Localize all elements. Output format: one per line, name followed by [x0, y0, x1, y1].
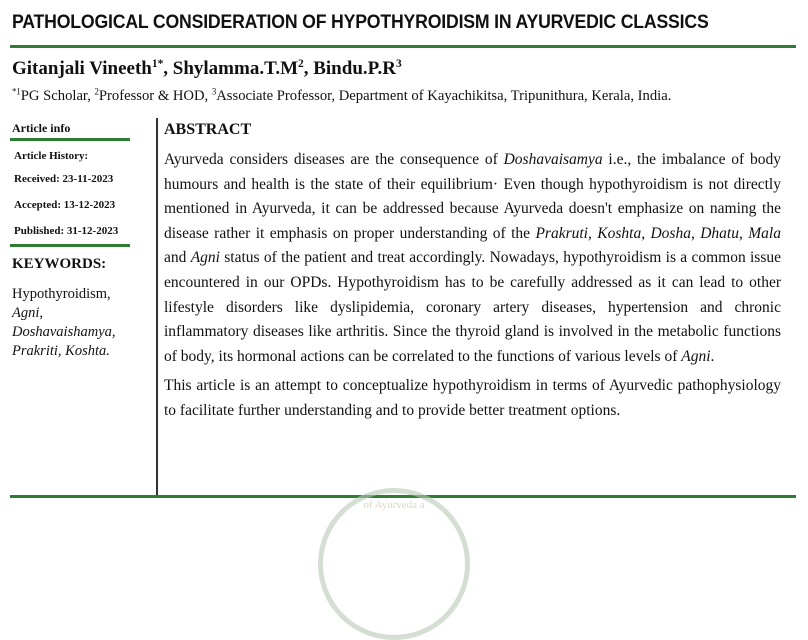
author-mark: 1* [151, 58, 164, 71]
author-name: Gitanjali Vineeth [12, 58, 152, 79]
article-info-label: Article info [12, 121, 71, 135]
paper-title: PATHOLOGICAL CONSIDERATION OF HYPOTHYROIDISM IN AYURVEDIC CLASSICS [12, 12, 709, 33]
keyword-item: Doshavaishamya, [12, 324, 116, 340]
history-divider [10, 244, 130, 247]
abstract-paragraph: This article is an attempt to conceptualize hypothyroidism in terms of Ayurvedic pathophysiology to facilitate further understanding and to provide better treatment options. [164, 377, 781, 419]
column-divider [156, 118, 158, 496]
affiliation-text: Professor & HOD, [98, 88, 212, 104]
keyword-item: Agni, [12, 305, 44, 321]
title-divider [10, 45, 796, 48]
author-name: Shylamma.T.M [172, 58, 299, 79]
affiliation-text: Associate Professor, Department of Kayachikitsa, Tripunithura, Kerala, India. [216, 88, 672, 104]
affiliation-mark: 3 [211, 86, 217, 97]
abstract-paragraph: Ayurveda considers diseases are the consequence of Doshavaisamya i.e., the imbalance of body humours and health is the state of their equilibrium· Even though hypothyroidism is not directly mentioned in Ayurveda, it can be addressed because Ayurveda doesn't emphasize on naming the disease rather it emphasis on proper understanding of the Prakruti, Koshta, Dosha, Dhatu, Mala and Agni status of the patient and treat accordingly. Nowadays, hypothyroidism is a common issue encountered in our OPDs. Hypothyroidism has to be carefully addressed as it can lead to other lifestyle disorders like dyslipidemia, coronary artery diseases, hypertension and chronic inflammatory diseases like arthritis. Since the thyroid gland is involved in the metabolic functions of body, its hormonal actions can be correlated to the functions of various levels of Agni. [164, 151, 781, 365]
affiliation-text: PG Scholar, [20, 88, 95, 104]
author-list: Gitanjali Vineeth$^{1*}$, $Shylamma.T.M^2$, $Bindu.P.R^3$ [12, 58, 402, 79]
accepted-date: Accepted: 13-12-2023 [14, 199, 116, 211]
author-mark: 2 [298, 58, 304, 71]
abstract-body [164, 148, 781, 424]
received-date: Received: 23-11-2023 [14, 173, 114, 185]
journal-seal-watermark: of Ayurveda a [318, 488, 470, 640]
article-info-divider [10, 138, 130, 141]
affiliation-mark: 2 [94, 86, 99, 97]
keywords-label: KEYWORDS: [12, 256, 107, 272]
author-mark: 3 [395, 58, 402, 71]
article-history-label: Article History: [14, 150, 89, 162]
keyword-list [12, 285, 152, 361]
keyword-item: Prakriti, Koshta. [12, 343, 110, 359]
affiliation-mark: *1 [12, 86, 21, 97]
published-date: Published: 31-12-2023 [14, 225, 119, 237]
affiliations [12, 88, 671, 105]
abstract-heading: ABSTRACT [164, 121, 252, 138]
keyword-item: Hypothyroidism, [12, 286, 111, 302]
author-name: Bindu.P.R [313, 58, 396, 79]
